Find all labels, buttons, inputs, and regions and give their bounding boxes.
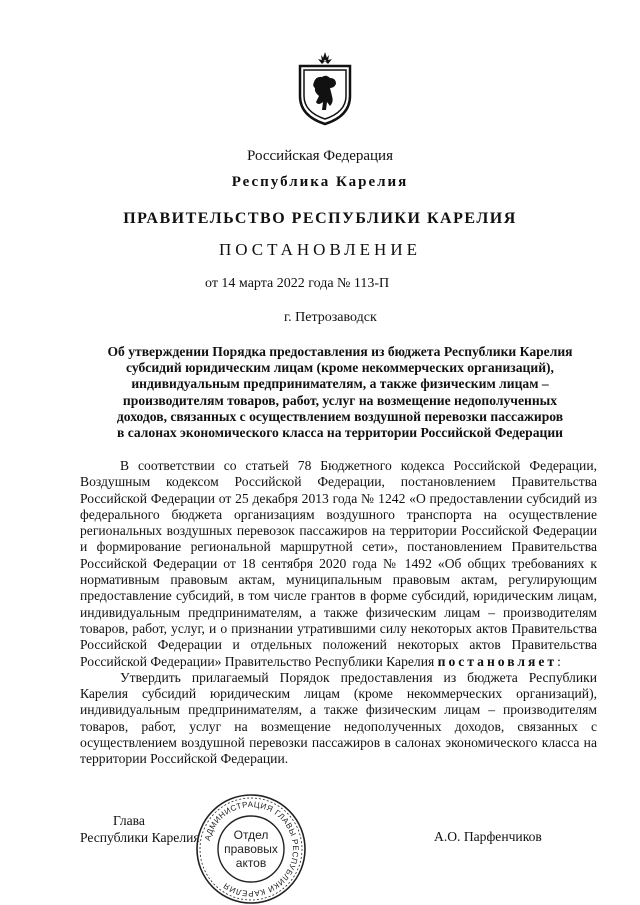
document-type: ПОСТАНОВЛЕНИЕ: [218, 240, 421, 259]
karelia-coat-of-arms-icon: [296, 52, 354, 126]
document-date-number: от 14 марта 2022 года № 113-П: [205, 276, 390, 291]
signatory-name: А.О. Парфенчиков: [434, 829, 542, 844]
signatory-title-line1: Глава: [113, 813, 145, 828]
document-body: [80, 458, 597, 768]
country-name: Российская Федерация: [247, 148, 393, 164]
title-line: в салонах экономического класса на территории Российской Федерации: [116, 425, 564, 441]
signatory-title: [80, 812, 200, 846]
document-city: г. Петрозаводск: [284, 310, 377, 325]
decree-colon: :: [557, 653, 561, 669]
title-line: доходов, связанных с осуществлением воздушной перевозки пассажиров: [116, 408, 564, 424]
title-line: Об утверждении Порядка предоставления из бюджета Республики Карелия: [107, 344, 573, 359]
title-line: субсидий юридическим лицам (кроме некоммерческих организаций),: [126, 360, 554, 376]
government-name: ПРАВИТЕЛЬСТВО РЕСПУБЛИКИ КАРЕЛИЯ: [123, 210, 517, 227]
decree-word: постановляет: [437, 653, 558, 669]
preamble-text: В соответствии со статьей 78 Бюджетного кодекса Российской Федерации, Воздушным кодексом Российской Федерации, постановлением Правительства Российской Федерации от 25 декабря 2013 года № 1242 «О предоставлении субсидий из федерального бюджета организациям воздушного транспорта на осуществление региональных воздушных перевозок пассажиров на территории Российской Федерации и формирование региональной маршрутной сети», постановлением Правительства Российской Федерации от 18 сентября 2020 года № 1492 «Об общих требованиях к нормативным правовым актам, муниципальным правовым актам, регулирующим предоставление субсидий, в том числе грантов в форме субсидий, юридическим лицам, индивидуальным предпринимателям, а также физическим лицам – производителям товаров, работ, услуг, и о признании утратившими силу некоторых актов Правительства Российской Федерации и отдельных положений некоторых актов Правительства Российской Федерации» Правительство Республики Карелия: [80, 458, 597, 669]
signatory-title-line2: Республики Карелия: [80, 830, 200, 845]
stamp-ring-text: АДМИНИСТРАЦИЯ ГЛАВЫ РЕСПУБЛИКИ КАРЕЛИЯ: [202, 799, 301, 899]
document-title: [80, 344, 600, 441]
stamp-line2: правовых: [224, 842, 278, 856]
legal-department-stamp: [195, 793, 307, 905]
stamp-line3: актов: [235, 856, 267, 870]
preamble-paragraph: [80, 458, 597, 670]
title-line: производителям товаров, работ, услуг на возмещение недополученных: [122, 392, 558, 408]
republic-name: Республика Карелия: [231, 174, 409, 190]
stamp-line1: Отдел: [233, 828, 269, 842]
resolution-paragraph: Утвердить прилагаемый Порядок предоставления из бюджета Республики Карелия субсидий юридическим лицам (кроме некоммерческих организаций), индивидуальным предпринимателям, а также физическим лицам – производителям товаров, работ, услуг на возмещение недополученных доходов, связанных с осуществлением воздушной перевозки пассажиров в салонах экономического класса на территории Российской Федерации.: [80, 669, 597, 767]
title-line: индивидуальным предпринимателям, а также физическим лицам –: [131, 376, 549, 392]
